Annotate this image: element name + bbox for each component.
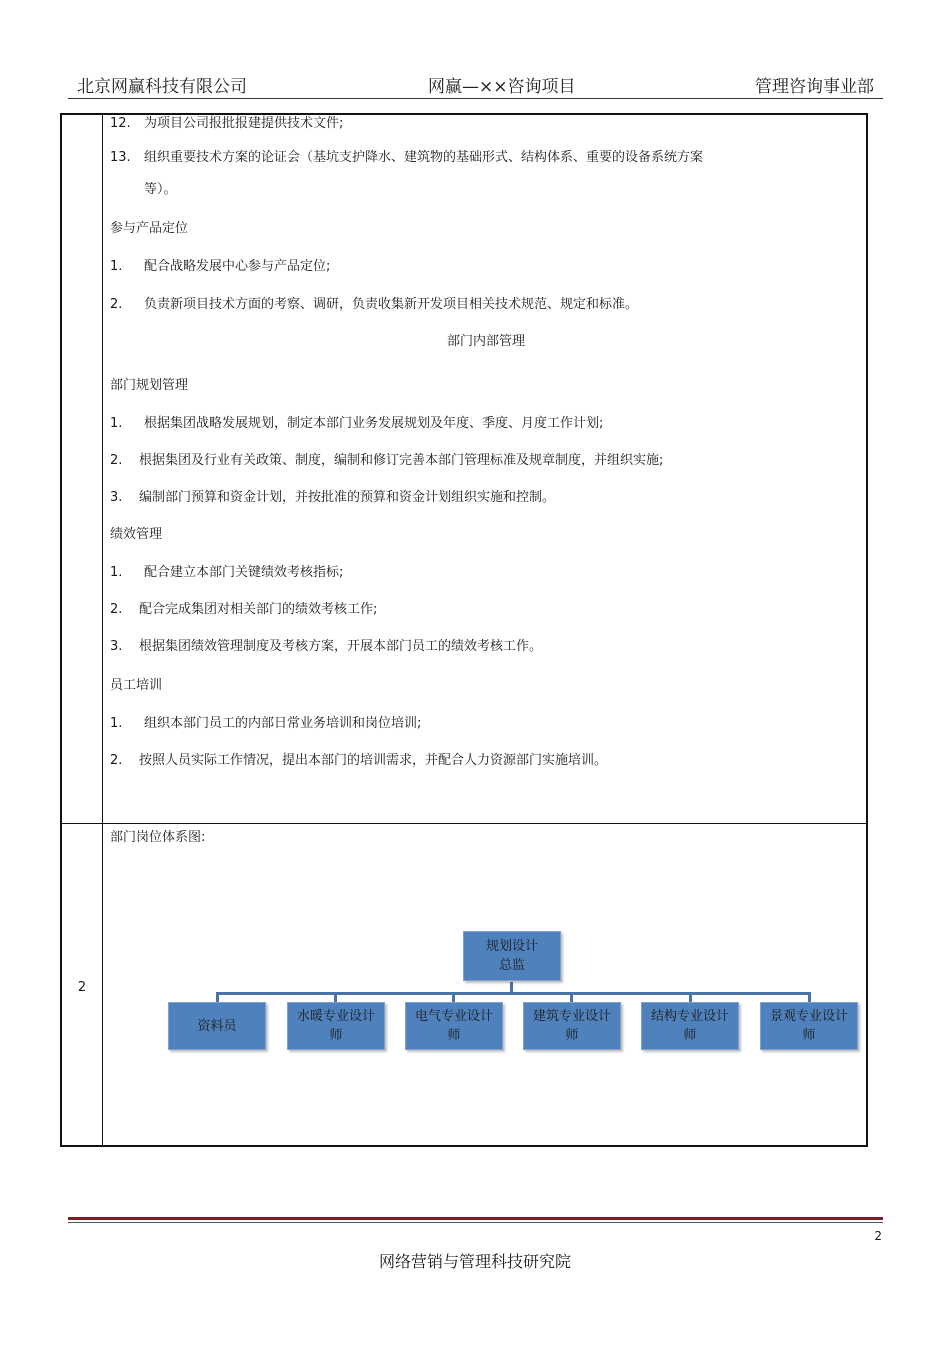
org-connector-drop <box>334 992 337 1002</box>
footer-institute: 网络营销与管理科技研究院 <box>378 1252 571 1271</box>
footer-divider-thin <box>68 1222 883 1223</box>
page-number: 2 <box>874 1229 882 1243</box>
list-item: 2. 根据集团及行业有关政策、制度，编制和修订完善本部门管理标准及规章制度，并组织实施; <box>110 453 664 468</box>
list-item: 12. 为项目公司报批报建提供技术文件; <box>110 116 344 131</box>
org-connector-drop <box>808 992 811 1002</box>
list-item: 3. 根据集团绩效管理制度及考核方案，开展本部门员工的绩效考核工作。 <box>110 639 543 654</box>
list-item: 1. 根据集团战略发展规划，制定本部门业务发展规划及年度、季度、月度工作计划; <box>110 416 604 431</box>
section-heading-planning: 部门规划管理 <box>110 378 189 393</box>
table-row-divider <box>62 823 866 824</box>
row-number: 2 <box>77 980 87 995</box>
org-chart <box>104 930 864 1060</box>
org-connector-drop <box>689 992 692 1002</box>
list-item: 1. 配合建立本部门关键绩效考核指标; <box>110 565 344 580</box>
list-item-continuation: 等）。 <box>144 182 177 197</box>
header-company: 北京网赢科技有限公司 <box>77 77 247 97</box>
org-connector-drop <box>570 992 573 1002</box>
header-department: 管理咨询事业部 <box>755 77 874 97</box>
org-connector-bar <box>216 992 811 995</box>
footer-divider <box>68 1217 883 1220</box>
org-node-director: 规划设计 总监 <box>463 931 561 981</box>
org-chart-label: 部门岗位体系图: <box>110 830 206 845</box>
org-node-architecture-designer: 建筑专业设计 师 <box>523 1002 621 1050</box>
list-item: 1. 组织本部门员工的内部日常业务培训和岗位培训; <box>110 716 422 731</box>
list-item: 3. 编制部门预算和资金计划，并按批准的预算和资金计划组织实施和控制。 <box>110 490 556 505</box>
section-title-internal-management: 部门内部管理 <box>446 334 525 349</box>
page-header <box>68 70 883 99</box>
section-heading-positioning: 参与产品定位 <box>110 221 189 236</box>
list-item: 13. 组织重要技术方案的论证会（基坑支护降水、建筑物的基础形式、结构体系、重要的设备系统方案 <box>110 150 704 165</box>
list-item: 1. 配合战略发展中心参与产品定位; <box>110 259 331 274</box>
section-heading-training: 员工培训 <box>110 678 163 693</box>
org-node-structure-designer: 结构专业设计 师 <box>641 1002 739 1050</box>
org-node-hvac-designer: 水暖专业设计 师 <box>287 1002 385 1050</box>
table-column-divider <box>102 115 103 1145</box>
list-item: 2. 按照人员实际工作情况，提出本部门的培训需求，并配合人力资源部门实施培训。 <box>110 753 608 768</box>
list-item: 2. 配合完成集团对相关部门的绩效考核工作; <box>110 602 378 617</box>
section-heading-performance: 绩效管理 <box>110 527 163 542</box>
org-connector-drop <box>216 992 219 1002</box>
header-project: 网赢—××咨询项目 <box>428 77 576 97</box>
list-item: 2. 负责新项目技术方面的考察、调研，负责收集新开发项目相关技术规范、规定和标准。 <box>110 297 639 312</box>
org-node-clerk: 资料员 <box>168 1002 266 1050</box>
org-connector-drop <box>452 992 455 1002</box>
org-node-electrical-designer: 电气专业设计 师 <box>405 1002 503 1050</box>
org-node-landscape-designer: 景观专业设计 师 <box>760 1002 858 1050</box>
